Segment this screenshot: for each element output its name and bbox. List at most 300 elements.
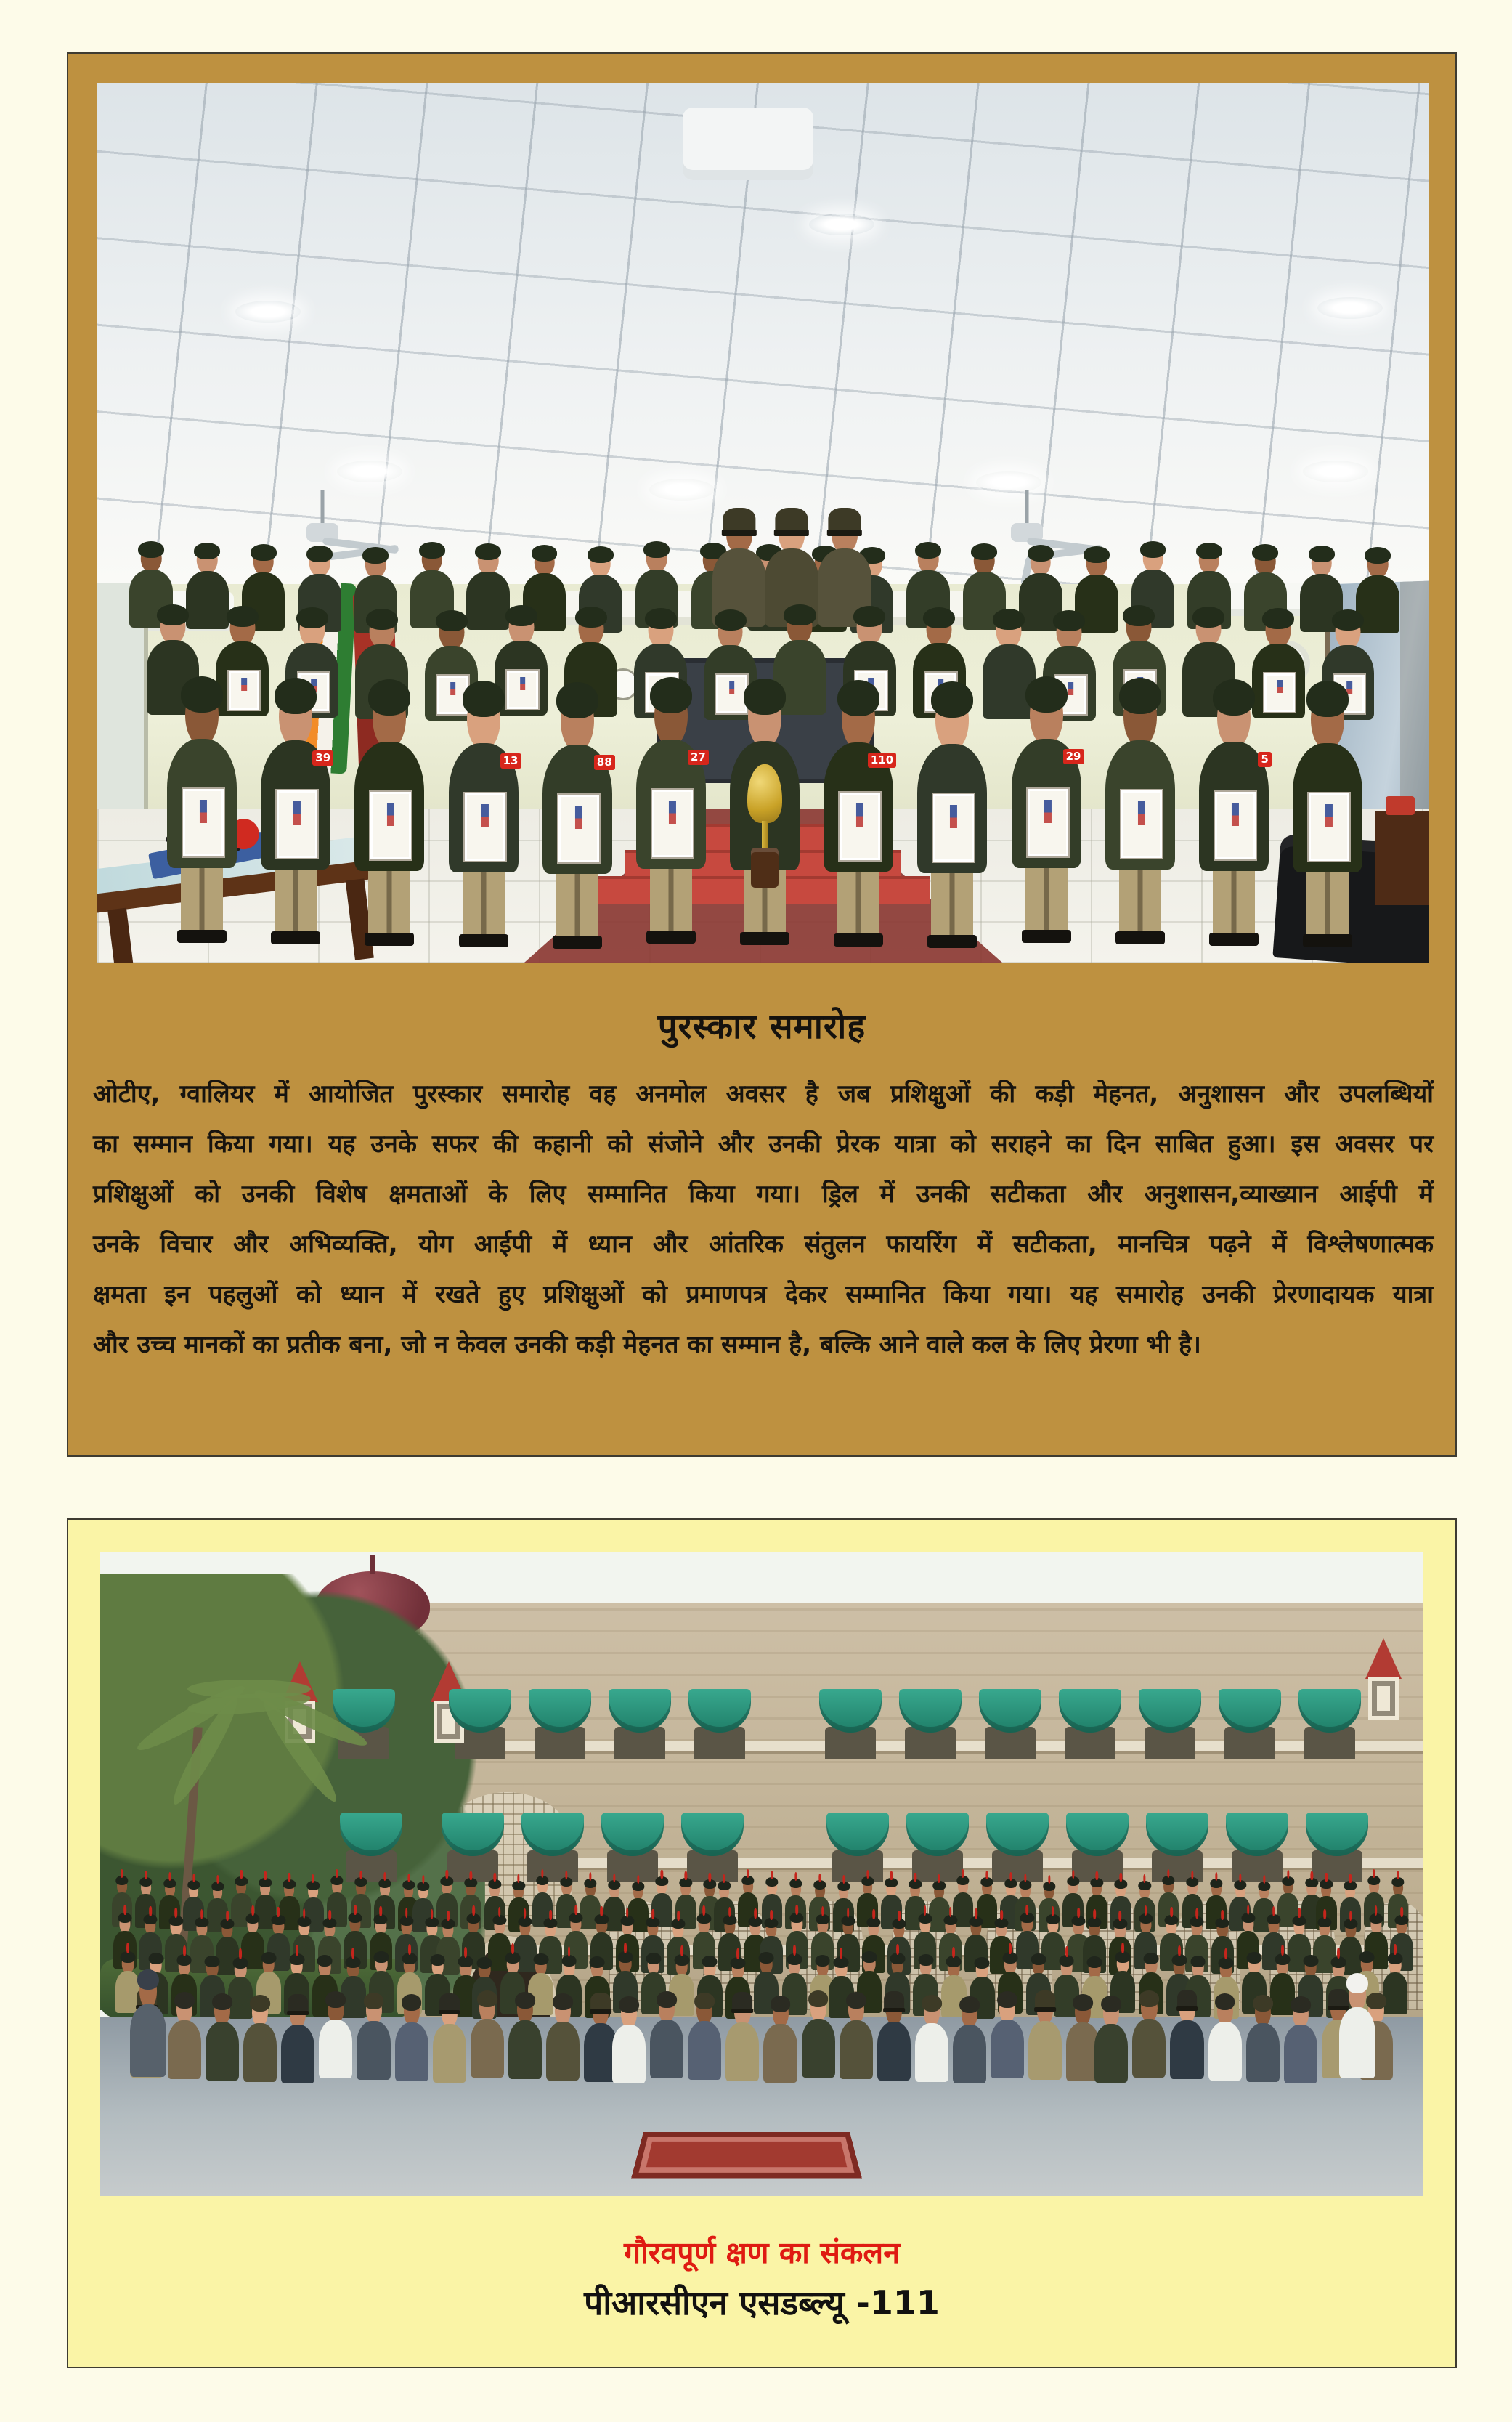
red-plume: [1093, 1909, 1096, 1919]
cap-brim: [1176, 2006, 1198, 2011]
beret: [975, 1957, 990, 1969]
beret: [1084, 546, 1110, 562]
red-plume: [680, 1945, 683, 1956]
beret: [853, 606, 885, 627]
beret: [1028, 545, 1054, 561]
beret: [251, 544, 277, 560]
person-figure: [1338, 1977, 1376, 2120]
beret: [931, 681, 973, 718]
person-figure: [1245, 1998, 1280, 2116]
certificate: [932, 793, 975, 863]
turret-body: [1368, 1677, 1399, 1720]
beret: [1306, 681, 1349, 717]
red-plume: [511, 1943, 514, 1954]
red-plume: [1121, 1943, 1124, 1953]
cap: [250, 1995, 270, 2012]
beret: [575, 607, 607, 628]
red-plume: [872, 1909, 875, 1919]
shoes: [553, 936, 602, 949]
shoes: [1115, 931, 1165, 944]
beret: [1252, 544, 1278, 560]
cap: [212, 1993, 232, 2010]
red-plume: [351, 1948, 354, 1959]
red-plume: [624, 1943, 627, 1953]
shoes: [459, 934, 508, 947]
torso: [725, 2022, 759, 2081]
person-figure: [447, 689, 520, 947]
beret: [148, 1953, 163, 1964]
cap: [808, 1990, 829, 2007]
ceiling-light: [1317, 297, 1383, 319]
torso: [612, 2025, 646, 2083]
red-plume: [626, 1908, 629, 1918]
shoes: [1022, 930, 1071, 943]
beret: [138, 541, 164, 557]
torso: [763, 2024, 797, 2083]
beret: [744, 679, 786, 715]
desk-leg: [107, 908, 136, 963]
red-plume: [498, 1907, 501, 1917]
person-figure: [952, 2000, 987, 2118]
cap: [619, 1996, 639, 2013]
red-plume: [380, 1906, 383, 1916]
beret: [646, 1953, 661, 1964]
beret: [296, 607, 328, 628]
torso: [206, 2022, 239, 2081]
cap: [1073, 1994, 1093, 2011]
beret: [227, 606, 259, 627]
cap-brim: [1034, 2007, 1056, 2012]
person-figure: [877, 1997, 911, 2115]
red-plume: [296, 1945, 298, 1956]
red-plume: [447, 1911, 450, 1921]
red-plume: [408, 1944, 411, 1955]
paragraph-line: क्षमता इन पहलुओं को ध्यान में रखते हुए प्रशिक्षुओं को प्रमाणपत्र देकर सम्मानित किया गया। यह समारोह उनकी प्रेरणादायक यात्रा: [93, 1280, 1434, 1309]
red-plume: [200, 1909, 203, 1919]
beret: [1190, 1956, 1206, 1967]
cap: [771, 1996, 791, 2012]
person-figure: [353, 687, 426, 946]
chest-tag: 88: [594, 755, 615, 770]
red-plume: [568, 1946, 571, 1957]
beret: [645, 608, 677, 629]
beret: [275, 678, 317, 714]
red-capped-turret: [1365, 1638, 1402, 1725]
red-plume: [793, 1945, 796, 1956]
red-plume: [126, 1943, 129, 1953]
beret: [1196, 543, 1222, 559]
chest-tag: 110: [868, 753, 896, 768]
person-figure: [635, 685, 707, 944]
beret: [923, 607, 955, 628]
torso: [1246, 2023, 1280, 2082]
gold-trophy: [744, 764, 785, 899]
beret: [1053, 610, 1085, 631]
person-figure: [1010, 684, 1083, 943]
red-plume: [770, 1910, 773, 1920]
cap: [402, 1994, 422, 2011]
red-plume: [183, 1945, 186, 1956]
red-plume: [796, 1905, 799, 1915]
cap-brim: [883, 2008, 905, 2012]
beret: [362, 547, 389, 563]
red-plume: [1077, 1908, 1080, 1918]
person-figure: [839, 1996, 874, 2113]
torso: [319, 2020, 352, 2078]
torso: [130, 2004, 166, 2077]
torso: [508, 2020, 542, 2079]
beret: [714, 609, 746, 631]
red-plume: [472, 1905, 475, 1916]
person-figure: [470, 1994, 505, 2112]
red-plume: [975, 1908, 977, 1919]
cap-brim: [774, 530, 809, 536]
torso: [953, 2025, 986, 2083]
red-plume: [1337, 1948, 1340, 1959]
beret: [862, 1951, 877, 1963]
cap: [1291, 1996, 1311, 2013]
cap: [694, 1993, 715, 2009]
beret: [1123, 605, 1155, 626]
turret-cone: [1365, 1638, 1402, 1679]
moments-caption-unit: पीआरसीएन एसडब्ल्यू -111: [584, 2283, 940, 2322]
red-carpet-mat: [631, 2132, 862, 2179]
red-plume: [549, 1910, 552, 1920]
beret: [1031, 1953, 1046, 1965]
person-figure: [649, 1995, 684, 2113]
red-plume: [354, 1905, 357, 1915]
beret: [1332, 609, 1364, 631]
shoes: [271, 931, 320, 944]
beret: [317, 1955, 333, 1967]
torso: [1284, 2025, 1317, 2083]
person-figure: [243, 1998, 277, 2116]
beret: [306, 546, 333, 562]
navy-cap: [1346, 1973, 1368, 1993]
red-plume: [1026, 1905, 1029, 1915]
ceiling-light: [337, 461, 402, 482]
beret: [556, 682, 598, 718]
beret: [205, 1956, 220, 1967]
torso: [915, 2023, 948, 2082]
torso: [471, 2019, 504, 2078]
fan-rod: [321, 490, 325, 523]
red-plume: [1298, 1908, 1301, 1918]
shoes: [834, 933, 883, 947]
red-plume: [123, 1905, 126, 1915]
red-plume: [251, 1905, 254, 1916]
beret: [1247, 1952, 1262, 1964]
shoes: [646, 931, 696, 944]
red-plume: [736, 1948, 739, 1959]
cap: [1215, 1993, 1235, 2010]
person-figure: [205, 1997, 240, 2115]
beret: [759, 1952, 774, 1964]
award-title: पुरस्कार समारोह: [657, 1007, 866, 1047]
person-figure: [318, 1995, 353, 2113]
certificate: [463, 792, 507, 862]
cap-brim: [732, 2009, 754, 2013]
beret: [436, 610, 468, 631]
beret: [915, 542, 941, 558]
torso: [991, 2020, 1024, 2078]
person-figure: [259, 686, 332, 944]
cap: [515, 1992, 535, 2009]
cap: [846, 1992, 866, 2009]
trophy-base: [751, 848, 779, 888]
award-section-card: [67, 52, 1457, 1457]
red-plume: [677, 1911, 680, 1921]
red-plume: [821, 1906, 824, 1916]
shoes: [927, 935, 977, 948]
person-figure: [1094, 1999, 1129, 2117]
person-figure: [1131, 1994, 1166, 2112]
person-figure: [1283, 2000, 1318, 2118]
torso: [243, 2023, 277, 2082]
cap: [326, 1991, 346, 2008]
person-figure: [1104, 686, 1176, 944]
beret: [366, 609, 398, 630]
cap: [997, 1991, 1017, 2008]
person-figure: [801, 1994, 836, 2112]
red-plume: [1222, 1910, 1224, 1920]
paragraph-line: का सम्मान किया गया। यह उनके सफर की कहानी को संजोने और उनकी प्रेरक यात्रा को सराहने का दिन साबित हुआ। इस अवसर पर: [93, 1130, 1434, 1159]
red-plume: [1052, 1906, 1054, 1916]
certificate: [1214, 790, 1257, 861]
red-plume: [1065, 1946, 1068, 1957]
red-plume: [703, 1905, 706, 1916]
trophy-cup: [747, 764, 781, 823]
cap: [477, 1990, 497, 2007]
beret: [430, 1954, 445, 1966]
person-figure: [432, 1999, 467, 2117]
chest-tag: 13: [500, 753, 521, 769]
paragraph-line: उनके विचार और अभिव्यक्ति, योग आईपी में ध्यान और आंतरिक संतुलन फायरिंग में सटीकता, मानचित्र पढ़ने में विश्लेषणात्मक: [93, 1230, 1434, 1259]
person-figure: [129, 1974, 167, 2119]
red-plume: [405, 1908, 408, 1918]
beret: [971, 543, 997, 559]
paragraph-line: ओटीए, ग्वालियर में आयोजित पुरस्कार समारोह वह अनमोल अवसर है जब प्रशिक्षुओं की कड़ी मेहनत, अनुशासन और उपलब्धियों: [93, 1080, 1434, 1109]
person-figure: [541, 690, 614, 949]
beret: [475, 543, 501, 559]
torso: [1339, 2007, 1375, 2078]
cap: [553, 1993, 573, 2010]
person-figure: [1028, 1996, 1062, 2114]
chest-tag: 27: [688, 750, 709, 765]
chest-tag: 29: [1063, 749, 1084, 764]
person-figure: [914, 1998, 949, 2116]
red-plume: [1400, 1907, 1403, 1917]
ceiling-light: [809, 214, 874, 235]
beret: [477, 1957, 492, 1969]
chest-tag: 5: [1258, 752, 1271, 767]
cap: [959, 1996, 980, 2013]
red-plume: [303, 1908, 306, 1919]
person-figure: [763, 1999, 798, 2117]
red-plume: [898, 1911, 901, 1921]
person-figure: [1208, 1997, 1243, 2115]
red-plume: [949, 1907, 952, 1917]
cap-brim: [439, 2010, 460, 2014]
cap: [657, 1991, 677, 2008]
projector: [683, 108, 813, 180]
beret: [1213, 679, 1255, 716]
ceiling-light: [235, 301, 301, 323]
beret: [590, 1956, 605, 1968]
red-plume: [277, 1907, 280, 1917]
red-plume: [1195, 1908, 1198, 1919]
person-figure: [728, 686, 801, 945]
beret: [1119, 678, 1161, 714]
person-figure: [167, 1996, 202, 2113]
beret: [532, 545, 558, 561]
red-plume: [601, 1906, 603, 1916]
beret: [918, 1954, 933, 1966]
torso: [1094, 2024, 1128, 2083]
torso: [1028, 2021, 1062, 2080]
paragraph-line: और उच्च मानकों का प्रतीक बना, जो न केवल उनकी कड़ी मेहनत का सम्मान है, बल्कि आने वाले कल के लिए प्रेरणा भी है।: [93, 1330, 1201, 1359]
torso: [546, 2022, 580, 2081]
torso: [433, 2024, 466, 2083]
beret: [533, 1953, 548, 1965]
person-figure: [990, 1995, 1025, 2113]
person-figure: [357, 1996, 391, 2114]
moments-caption-red: गौरवपूर्ण क्षण का संकलन: [624, 2235, 900, 2270]
torso: [357, 2021, 390, 2080]
red-plume: [226, 1911, 229, 1921]
beret: [837, 680, 879, 716]
beret: [181, 676, 223, 713]
torso: [395, 2022, 428, 2081]
cap: [922, 1995, 942, 2012]
person-figure: [508, 1996, 542, 2113]
cap: [1101, 1996, 1121, 2012]
chest-tag: 39: [312, 750, 333, 766]
beret: [1309, 546, 1335, 562]
torso: [1208, 2022, 1242, 2081]
red-plume: [847, 1908, 850, 1918]
red-plume: [149, 1906, 152, 1916]
paragraph-line: प्रशिक्षुओं को उनकी विशेष क्षमताओं के लिए सम्मानित किया गया। ड्रिल में उनकी सटीकता और अनुशासन,व्याख्यान आईपी में: [93, 1180, 1434, 1209]
red-plume: [1145, 1905, 1147, 1916]
beret: [702, 1956, 718, 1967]
beret: [505, 605, 537, 626]
person-figure: [166, 684, 238, 943]
beret: [157, 604, 189, 625]
beret: [993, 609, 1025, 630]
beret: [419, 542, 445, 558]
red-plume: [1375, 1905, 1378, 1916]
red-plume: [1394, 1944, 1397, 1955]
red-plume: [1323, 1909, 1326, 1919]
person-figure: [687, 1996, 722, 2114]
red-plume: [1000, 1910, 1003, 1920]
moments-photo: [100, 1552, 1423, 2196]
person-figure: [1291, 689, 1364, 947]
torso: [688, 2021, 721, 2080]
ceiling-fan: [322, 490, 497, 540]
cap-brim: [287, 2011, 309, 2015]
beret: [261, 1952, 276, 1964]
beret: [588, 546, 614, 562]
red-plume: [574, 1905, 577, 1915]
palm-frond: [187, 1680, 311, 1698]
red-plume: [728, 1907, 731, 1917]
person-figure: [1170, 1996, 1205, 2113]
certificate: [275, 789, 319, 859]
beret: [374, 1951, 389, 1963]
beret: [650, 677, 692, 713]
red-plume: [1247, 1905, 1250, 1915]
certificate: [838, 791, 882, 862]
beret: [1144, 1953, 1159, 1964]
certificate: [1307, 792, 1351, 862]
red-plume: [1178, 1945, 1181, 1956]
ceiling-light: [1303, 461, 1368, 482]
torso: [840, 2020, 873, 2079]
cap-brim: [722, 530, 757, 536]
torso: [650, 2020, 683, 2078]
red-plume: [328, 1910, 331, 1920]
red-plume: [1281, 1945, 1284, 1956]
beret: [1192, 607, 1224, 628]
red-plume: [464, 1947, 467, 1958]
person-figure: [280, 2000, 315, 2118]
red-plume: [896, 1944, 899, 1955]
camo-cap: [137, 1969, 159, 1990]
certificate: [1026, 787, 1070, 858]
ceiling-light: [649, 479, 715, 501]
certificate: [557, 793, 601, 864]
cap-brim: [590, 2009, 611, 2014]
beret: [1303, 1955, 1318, 1967]
beret: [643, 541, 670, 557]
shoes: [365, 933, 414, 946]
shoes: [177, 930, 227, 943]
side-table: [1375, 811, 1429, 905]
red-plume: [1224, 1948, 1227, 1959]
beret: [1359, 1951, 1375, 1963]
red-plume: [924, 1905, 927, 1916]
torso: [168, 2020, 201, 2079]
cap: [1139, 1990, 1160, 2007]
fan-rod: [1025, 490, 1029, 523]
red-plume: [651, 1909, 654, 1919]
beret: [1087, 1956, 1102, 1968]
torso: [802, 2019, 835, 2078]
shoes: [1209, 933, 1259, 946]
torso: [281, 2025, 314, 2083]
red-plume: [431, 1909, 434, 1919]
beret: [784, 604, 816, 625]
award-photo: [97, 83, 1429, 963]
certificate: [369, 790, 412, 861]
award-paragraph: [93, 1069, 1434, 1370]
red-plume: [239, 1948, 242, 1959]
ceiling-fan: [1027, 490, 1201, 540]
red-plume: [840, 1948, 842, 1959]
beret: [194, 543, 220, 559]
shoes: [740, 932, 789, 945]
person-figure: [725, 1998, 760, 2115]
torso: [1132, 2019, 1166, 2078]
beret: [368, 679, 410, 716]
red-plume: [1119, 1911, 1122, 1921]
person-figure: [545, 1997, 580, 2115]
shoes: [1303, 934, 1352, 947]
moments-section-card: [67, 1518, 1457, 2368]
cap: [364, 1993, 384, 2009]
